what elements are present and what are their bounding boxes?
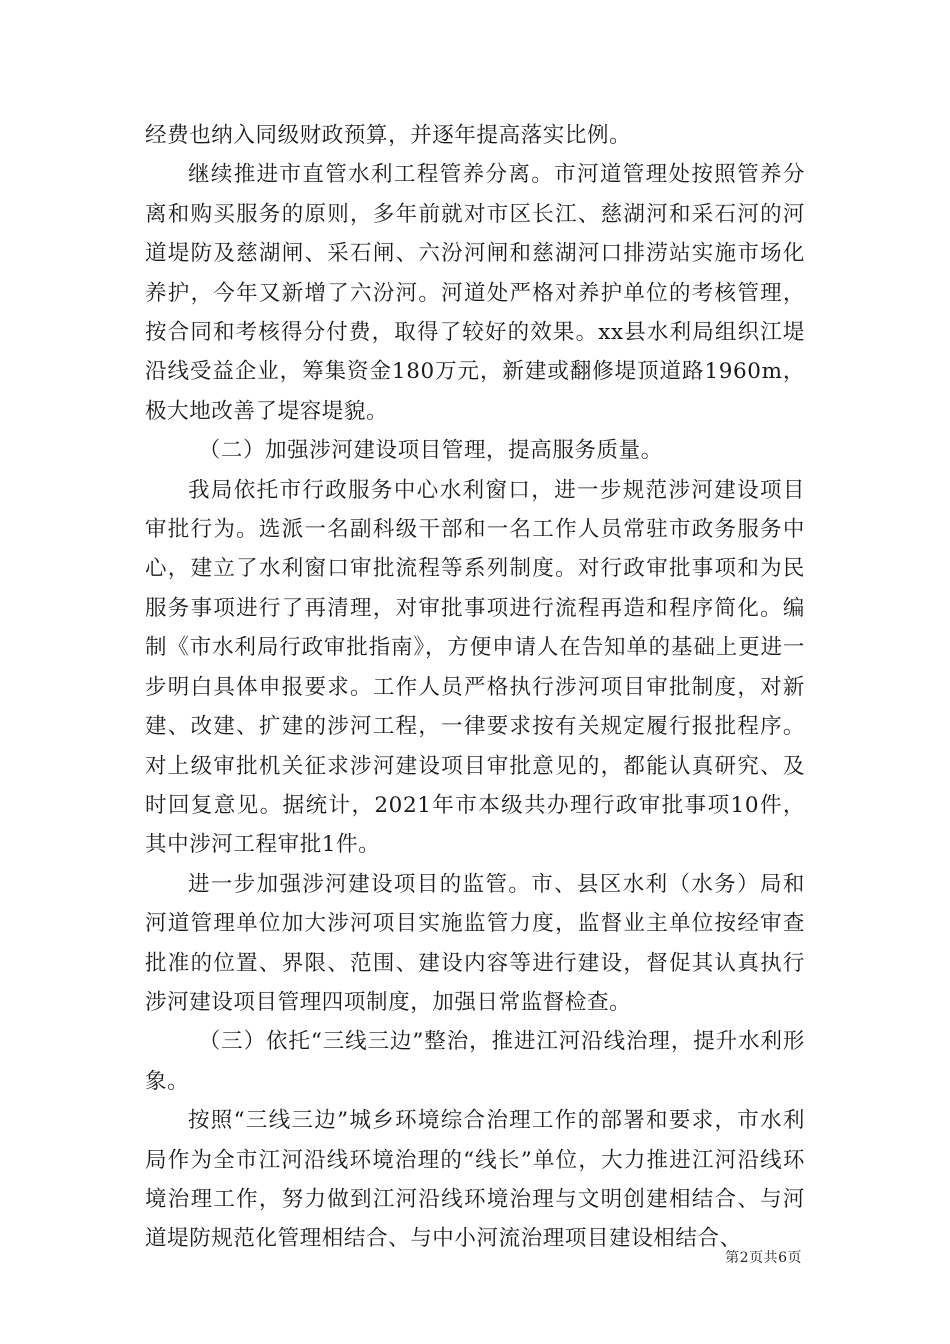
paragraph-continuation: 经费也纳入同级财政预算，并逐年提高落实比例。 (145, 123, 632, 148)
paragraph-river-governance: 按照“三线三边”城乡环境综合治理工作的部署和要求，市水利局作为全市江河沿线环境治理的“线长”单位，大力推进江河沿线环境治理工作，努力做到江河沿线环境治理与文明创建相结合、与河道堤防规范化管理相结合、与中小河流治理项目建设相结合、 (145, 1108, 805, 1252)
paragraph-approval-window: 我局依托市行政服务中心水利窗口，进一步规范涉河建设项目审批行为。选派一名副科级干部和一名工作人员常驻市政务服务中心，建立了水利窗口审批流程等系列制度。对行政审批事项和为民服务事项进行了再清理，对审批事项进行流程再造和程序简化。编制《市水利局行政审批指南》，方便申请人在告知单的基础上更进一步明白具体申报要求。工作人员严格执行涉河项目审批制度，对新建、改建、扩建的涉河工程，一律要求按有关规定履行报批程序。对上级审批机关征求涉河建设项目审批意见的，都能认真研究、及时回复意见。据统计，2021年市本级共办理行政审批事项10件，其中涉河工程审批1件。 (145, 477, 805, 858)
document-body (145, 116, 805, 1259)
page-footer (725, 1247, 802, 1267)
page-number: 第2页共6页 (725, 1250, 802, 1266)
paragraph-supervision: 进一步加强涉河建设项目的监管。市、县区水利（水务）局和河道管理单位加大涉河项目实施监管力度，监督业主单位按经审查批准的位置、界限、范围、建设内容等进行建设，督促其认真执行涉河建设项目管理四项制度，加强日常监督检查。 (145, 871, 805, 1015)
section-heading-3: （三）依托“三线三边”整治，推进江河沿线治理，提升水利形象。 (145, 1029, 805, 1094)
section-heading-2: （二）加强涉河建设项目管理，提高服务质量。 (198, 438, 663, 464)
paragraph-management-separation: 继续推进市直管水利工程管养分离。市河道管理处按照管养分离和购买服务的原则，多年前就对市区长江、慈湖河和采石河的河道堤防及慈湖闸、采石闸、六汾河闸和慈湖河口排涝站实施市场化养护，今年又新增了六汾河。河道处严格对养护单位的考核管理，按合同和考核得分付费，取得了较好的效果。xx县水利局组织江堤沿线受益企业，筹集资金180万元，新建或翻修堤顶道路1960m，极大地改善了堤容堤貌。 (145, 162, 805, 424)
